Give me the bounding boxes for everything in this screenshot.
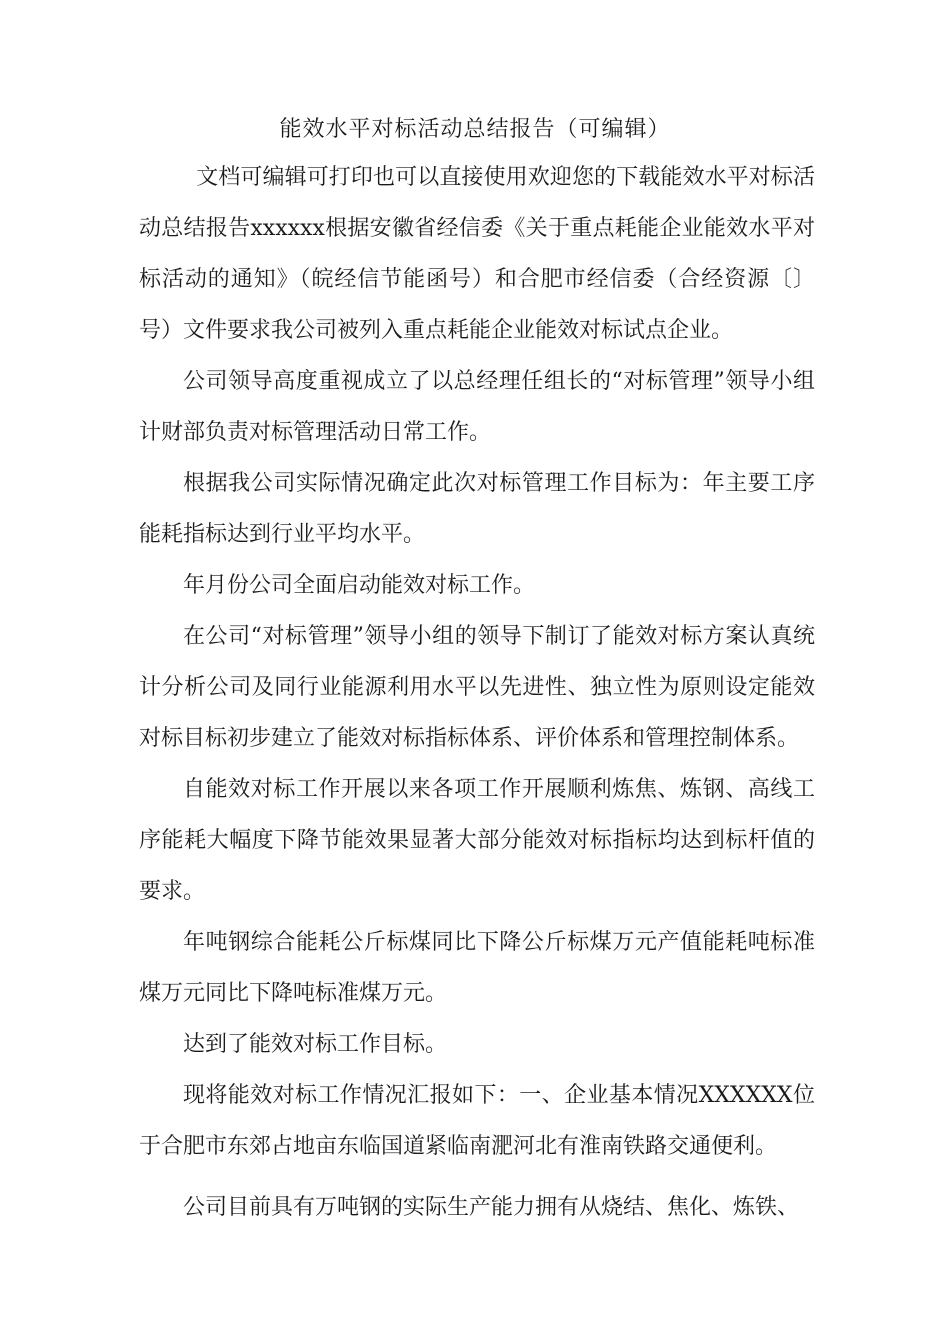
paragraph-leadership: 公司领导高度重视成立了以总经理任组长的“对标管理”领导小组计财部负责对标管理活动日常工作。 [139,369,815,445]
paragraph-capacity: 公司目前具有万吨钢的实际生产能力拥有从烧结、焦化、炼铁、 [183,1195,800,1220]
paragraph-company-overview: 现将能效对标工作情况汇报如下：一、企业基本情况XXXXXX位于合肥市东郊占地亩东临国道紧临南淝河北有淮南铁路交通便利。 [139,1083,815,1159]
paragraph-progress: 自能效对标工作开展以来各项工作开展顺利炼焦、炼钢、高线工序能耗大幅度下降节能效果显著大部分能效对标指标均达到标杆值的要求。 [139,777,815,904]
document-title: 能效水平对标活动总结报告（可编辑） [279,117,671,142]
paragraph-goal: 根据我公司实际情况确定此次对标管理工作目标为：年主要工序能耗指标达到行业平均水平。 [139,471,815,547]
paragraph-energy-figures: 年吨钢综合能耗公斤标煤同比下降公斤标煤万元产值能耗吨标准煤万元同比下降吨标准煤万元。 [139,930,815,1006]
document-body [139,152,815,1233]
paragraph-target-achieved: 达到了能效对标工作目标。 [183,1032,448,1057]
paragraph-intro: 文档可编辑可打印也可以直接使用欢迎您的下载能效水平对标活动总结报告xxxxxx根据安徽省经信委《关于重点耗能企业能效水平对标活动的通知》（皖经信节能函号）和合肥市经信委（合经资源〔〕号）文件要求我公司被列入重点耗能企业能效对标试点企业。 [139,165,815,343]
paragraph-plan: 在公司“对标管理”领导小组的领导下制订了能效对标方案认真统计分析公司及同行业能源利用水平以先进性、独立性为原则设定能效对标目标初步建立了能效对标指标体系、评价体系和管理控制体系。 [139,624,815,751]
paragraph-launch: 年月份公司全面启动能效对标工作。 [183,573,536,598]
